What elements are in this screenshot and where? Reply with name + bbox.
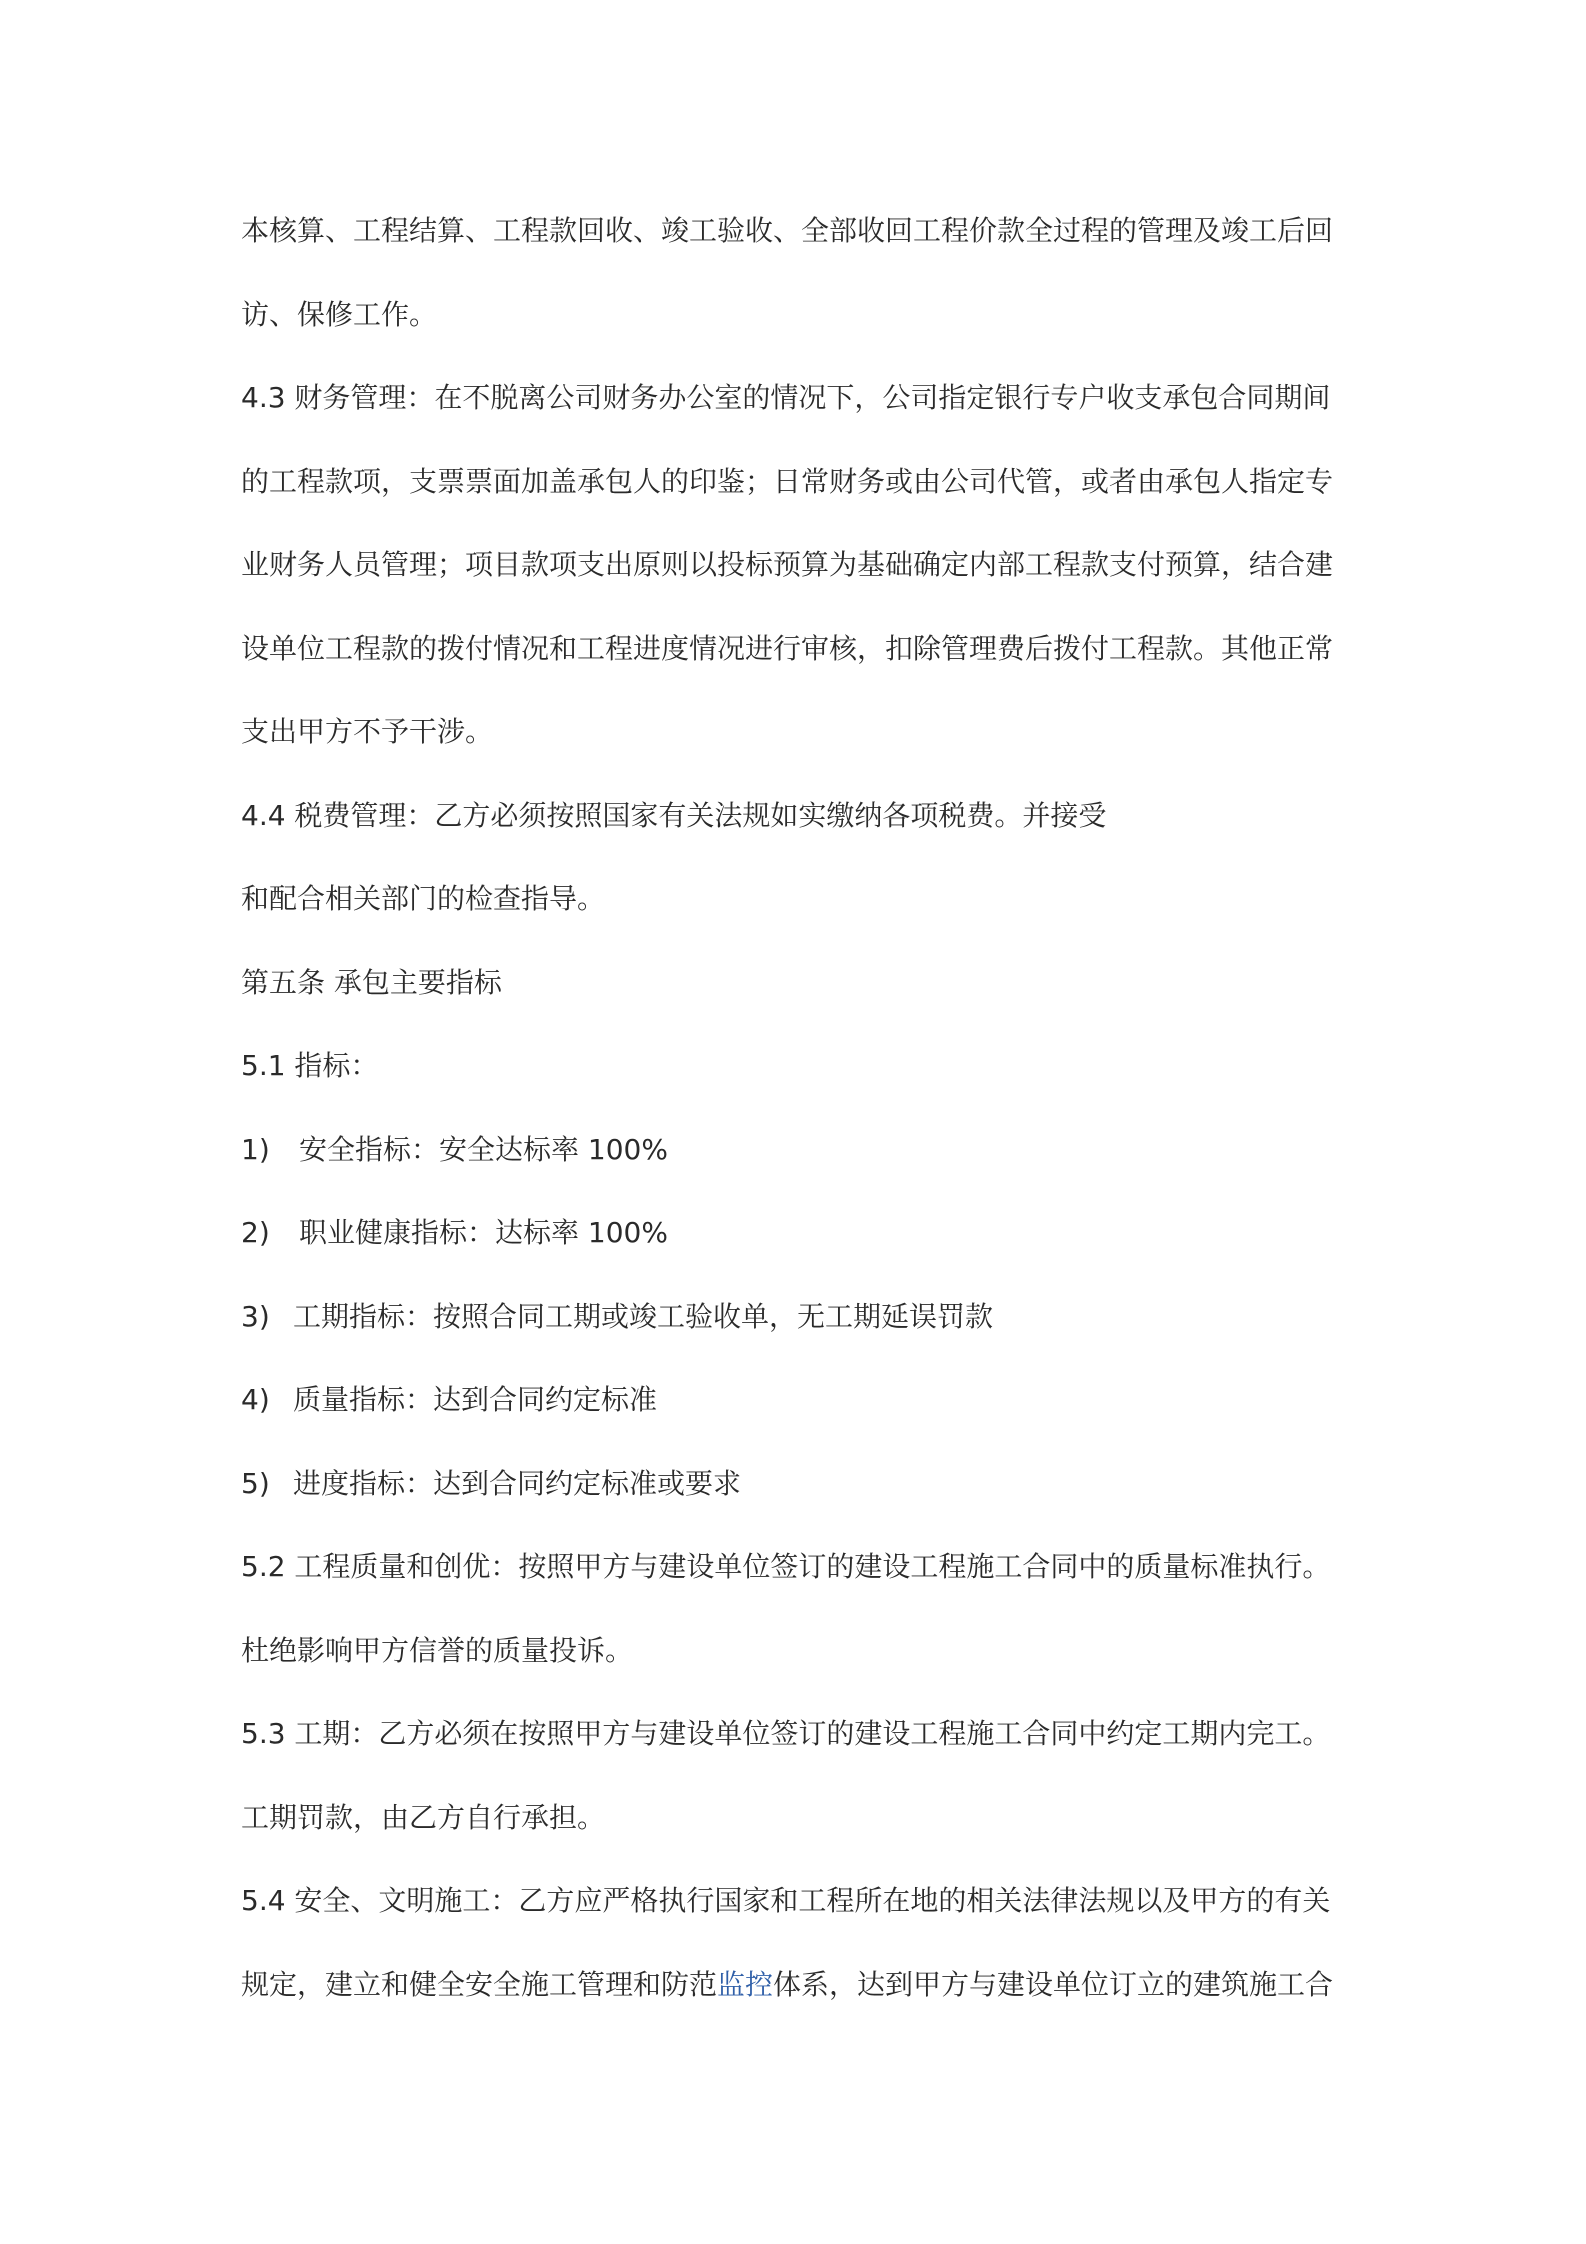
list-item-text: 质量指标：达到合同约定标准	[293, 1383, 658, 1416]
paragraph-line: 4.3 财务管理：在不脱离公司财务办公室的情况下，公司指定银行专户收支承包合同期间	[241, 381, 1331, 414]
paragraph-line: 的工程款项，支票票面加盖承包人的印鉴；日常财务或由公司代管，或者由承包人指定专	[241, 464, 1334, 498]
paragraph-line: 杜绝影响甲方信誉的质量投诉。	[241, 1633, 634, 1667]
paragraph-line: 设单位工程款的拨付情况和工程进度情况进行审核，扣除管理费后拨付工程款。其他正常	[241, 631, 1334, 665]
list-item-text: 安全指标：安全达标率 100%	[299, 1132, 668, 1166]
paragraph-line: 5.3 工期：乙方必须在按照甲方与建设单位签订的建设工程施工合同中约定工期内完工。	[241, 1717, 1331, 1750]
section-heading: 第五条 承包主要指标	[241, 965, 502, 999]
list-item-text: 进度指标：达到合同约定标准或要求	[293, 1466, 742, 1500]
list-item-text: 工期指标：按照合同工期或竣工验收单，无工期延误罚款	[293, 1299, 994, 1333]
paragraph-line: 本核算、工程结算、工程款回收、竣工验收、全部收回工程价款全过程的管理及竣工后回	[241, 214, 1334, 247]
list-item	[241, 1449, 1351, 1533]
list-item	[241, 1198, 1351, 1282]
list-item-text: 职业健康指标：达标率 100%	[299, 1216, 668, 1249]
list-item-number: 4)	[241, 1383, 270, 1416]
line-text: 规定，建立和健全安全施工管理和防范	[241, 1967, 718, 2001]
list-item-number: 2)	[241, 1216, 270, 1249]
list-item	[241, 1282, 1351, 1366]
paragraph-line: 5.2 工程质量和创优：按照甲方与建设单位签订的建设工程施工合同中的质量标准执行。	[241, 1550, 1331, 1583]
paragraph-line: 4.4 税费管理：乙方必须按照国家有关法规如实缴纳各项税费。并接受	[241, 798, 1107, 832]
list-item	[241, 1115, 1351, 1199]
paragraph-line: 业财务人员管理；项目款项支出原则以投标预算为基础确定内部工程款支付预算，结合建	[241, 548, 1334, 581]
document-body	[241, 196, 1351, 2033]
line-text: 体系，达到甲方与建设单位订立的建筑施工合	[773, 1967, 1334, 2001]
paragraph-line: 访、保修工作。	[241, 297, 438, 331]
paragraph-line: 支出甲方不予干涉。	[241, 715, 494, 748]
paragraph-line: 工期罚款，由乙方自行承担。	[241, 1800, 606, 1834]
monitoring-link[interactable]: 监控	[717, 1967, 774, 2001]
subsection-heading: 5.1 指标：	[241, 1049, 379, 1082]
paragraph-line	[241, 1950, 1351, 2034]
paragraph-line: 5.4 安全、文明施工：乙方应严格执行国家和工程所在地的相关法律法规以及甲方的有关	[241, 1884, 1331, 1917]
list-item-number: 5)	[241, 1466, 270, 1500]
paragraph-line: 和配合相关部门的检查指导。	[241, 882, 606, 915]
list-item-number: 3)	[241, 1299, 270, 1333]
list-item	[241, 1365, 1351, 1449]
list-item-number: 1)	[241, 1132, 270, 1166]
